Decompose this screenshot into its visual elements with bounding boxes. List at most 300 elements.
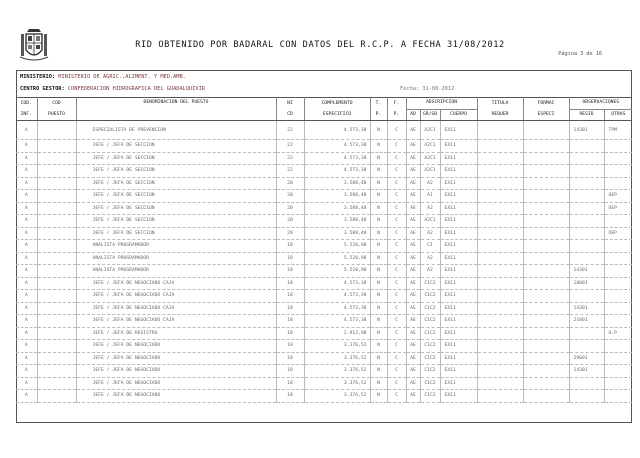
cell-resid (569, 140, 604, 153)
cell-nivel: 22 (276, 165, 304, 178)
cell-empty (37, 165, 76, 178)
header-formac-2: ESPECI (523, 109, 569, 121)
ministerio-label: MINISTERIO: (20, 74, 56, 80)
cell-otras (604, 252, 632, 265)
cell-cod-inf: A (16, 177, 37, 190)
cell-den: JEFE / JEFA DE REGISTRO (76, 327, 276, 340)
cell-den: JEFE / JEFA DE NEGOCIADO CAJA (76, 277, 276, 290)
cell-ad: AE (406, 390, 420, 403)
cell-empty (477, 390, 523, 403)
cell-resid (569, 215, 604, 228)
cell-empty (477, 190, 523, 203)
table-row (16, 227, 632, 240)
cell-resid (569, 340, 604, 353)
cell-fp: C (387, 365, 406, 378)
cell-cuerpo: EX11 (440, 340, 477, 353)
cell-cuerpo: EX11 (440, 202, 477, 215)
cell-empty (477, 365, 523, 378)
cell-ad: AE (406, 327, 420, 340)
cell-otras: OEP (604, 190, 632, 203)
table-body (16, 121, 632, 403)
cell-complemento: 5.520,90 (304, 240, 370, 253)
cell-resid: 14301 (569, 265, 604, 278)
cell-complemento: 2.912,98 (304, 327, 370, 340)
table-row (16, 265, 632, 278)
cell-cod-inf: A (16, 227, 37, 240)
cell-nivel: 18 (276, 302, 304, 315)
cell-gr: C1C2 (420, 352, 440, 365)
cell-otras: A.P (604, 327, 632, 340)
cell-tp: N (370, 140, 387, 153)
cell-otras (604, 140, 632, 153)
cell-ad: AE (406, 340, 420, 353)
cell-cod-inf: A (16, 327, 37, 340)
cell-cuerpo: EX11 (440, 365, 477, 378)
cell-cod-inf: A (16, 165, 37, 178)
cell-cod-inf: A (16, 377, 37, 390)
cell-den: JEFE / JEFA DE NEGOCIADO CAJA (76, 290, 276, 303)
cell-tp: N (370, 327, 387, 340)
cell-cod-inf: A (16, 265, 37, 278)
header-ni: NI (276, 98, 304, 110)
cell-den: JEFE / JEFA DE SECCION (76, 227, 276, 240)
cell-empty (477, 290, 523, 303)
cell-den: JEFE / JEFA DE SECCION (76, 215, 276, 228)
cell-empty (523, 277, 569, 290)
cell-otras (604, 152, 632, 165)
cell-cod-inf: A (16, 190, 37, 203)
header-denominacion: DENOMINACION DEL PUESTO (76, 98, 276, 121)
cell-den: ESPECIALISTA DE PREVENCION (76, 121, 276, 140)
cell-gr: C1C2 (420, 390, 440, 403)
cell-fp: C (387, 340, 406, 353)
cell-empty (523, 327, 569, 340)
cell-resid (569, 177, 604, 190)
cell-empty (37, 315, 76, 328)
cell-fp: C (387, 240, 406, 253)
cell-cuerpo: EX11 (440, 190, 477, 203)
cell-fp: C (387, 177, 406, 190)
cell-fp: C (387, 265, 406, 278)
cell-resid (569, 240, 604, 253)
cell-nivel: 18 (276, 340, 304, 353)
cell-nivel: 18 (276, 390, 304, 403)
cell-empty (37, 327, 76, 340)
cell-empty (37, 290, 76, 303)
header-gr-sb: GR/SB (420, 109, 440, 121)
cell-otras: OEP (604, 227, 632, 240)
cell-nivel: 18 (276, 352, 304, 365)
cell-cod-inf: A (16, 365, 37, 378)
cell-cuerpo: EX11 (440, 240, 477, 253)
cell-empty (37, 277, 76, 290)
header-titula-2: REQUER (477, 109, 523, 121)
cell-gr: C1C2 (420, 315, 440, 328)
cell-complemento: 3.588,48 (304, 202, 370, 215)
cell-empty (523, 365, 569, 378)
cell-empty (37, 227, 76, 240)
page-number: Página 3 de 16 (558, 51, 602, 57)
cell-complemento: 4.573,38 (304, 290, 370, 303)
cell-cod-inf: A (16, 152, 37, 165)
cell-tp: N (370, 265, 387, 278)
cell-nivel: 20 (276, 215, 304, 228)
cell-empty (523, 165, 569, 178)
cell-empty (37, 215, 76, 228)
centro-label: CENTRO GESTOR: (20, 86, 65, 92)
cell-empty (477, 340, 523, 353)
cell-empty (37, 121, 76, 140)
cell-complemento: 3.588,48 (304, 227, 370, 240)
cell-empty (523, 177, 569, 190)
cell-resid: 21001 (569, 315, 604, 328)
cell-ad: AE (406, 202, 420, 215)
cell-nivel: 18 (276, 365, 304, 378)
table-row (16, 177, 632, 190)
cell-cod-inf: A (16, 202, 37, 215)
cell-otras: OEP (604, 202, 632, 215)
cell-empty (37, 152, 76, 165)
cell-den: JEFE / JEFA DE SECCION (76, 202, 276, 215)
header-formac: FORMAC (523, 98, 569, 110)
cell-den: JEFE / JEFA DE NEGOCIADO (76, 340, 276, 353)
cell-complemento: 4.573,38 (304, 315, 370, 328)
cell-nivel: 18 (276, 377, 304, 390)
positions-table (16, 97, 632, 403)
cell-cod-inf: A (16, 340, 37, 353)
cell-den: JEFE / JEFA DE NEGOCIADO (76, 365, 276, 378)
cell-otras (604, 390, 632, 403)
cell-complemento: 5.520,90 (304, 252, 370, 265)
cell-empty (523, 152, 569, 165)
cell-otras (604, 277, 632, 290)
cell-tp: N (370, 227, 387, 240)
cell-cuerpo: EX11 (440, 315, 477, 328)
cell-cod-inf: A (16, 140, 37, 153)
cell-cuerpo: EX11 (440, 265, 477, 278)
cell-fp: C (387, 277, 406, 290)
header-observaciones: OBSERVACIONES (569, 98, 632, 110)
cell-nivel: 18 (276, 277, 304, 290)
header-cuerpo: CUERPO (440, 109, 477, 121)
cell-empty (37, 265, 76, 278)
cell-empty (37, 377, 76, 390)
cell-ad: AE (406, 165, 420, 178)
table-row (16, 377, 632, 390)
cell-tp: N (370, 365, 387, 378)
cell-fp: C (387, 140, 406, 153)
header-ni-2: CD (276, 109, 304, 121)
cell-fp: C (387, 352, 406, 365)
cell-den: ANALISTA PROGRAMADOR (76, 265, 276, 278)
cell-otras (604, 365, 632, 378)
table-row (16, 365, 632, 378)
cell-cod-inf: A (16, 302, 37, 315)
centro-line (20, 86, 205, 92)
cell-resid (569, 190, 604, 203)
cell-fp: C (387, 377, 406, 390)
cell-otras (604, 240, 632, 253)
cell-gr: A2 (420, 177, 440, 190)
cell-cuerpo: EX11 (440, 215, 477, 228)
cell-cuerpo: EX11 (440, 177, 477, 190)
cell-otras (604, 352, 632, 365)
cell-complemento: 3.588,48 (304, 190, 370, 203)
cell-tp: N (370, 190, 387, 203)
cell-gr: C1C2 (420, 377, 440, 390)
cell-complemento: 4.573,38 (304, 121, 370, 140)
cell-cod-inf: A (16, 121, 37, 140)
header-tp: T. (370, 98, 387, 110)
cell-resid: 14301 (569, 302, 604, 315)
table-row (16, 290, 632, 303)
cell-empty (477, 240, 523, 253)
cell-gr: A2 (420, 202, 440, 215)
cell-otras (604, 302, 632, 315)
cell-empty (523, 240, 569, 253)
cell-empty (523, 202, 569, 215)
cell-fp: C (387, 165, 406, 178)
cell-nivel: 18 (276, 265, 304, 278)
report-title: RID OBTENIDO POR BADARAL CON DATOS DEL R.C.P. A FECHA 31/08/2012 (135, 40, 505, 50)
cell-den: JEFE / JEFA DE NEGOCIADO CAJA (76, 302, 276, 315)
cell-cuerpo: EX11 (440, 252, 477, 265)
header-cod-inf: COD. (16, 98, 37, 110)
cell-gr: A2C1 (420, 121, 440, 140)
cell-nivel: 20 (276, 177, 304, 190)
cell-resid (569, 152, 604, 165)
cell-cod-inf: A (16, 252, 37, 265)
cell-ad: AE (406, 290, 420, 303)
cell-gr: A2C1 (420, 140, 440, 153)
cell-empty (477, 302, 523, 315)
cell-empty (523, 390, 569, 403)
cell-empty (523, 352, 569, 365)
cell-empty (523, 290, 569, 303)
table-row (16, 215, 632, 228)
table-row (16, 140, 632, 153)
cell-empty (523, 252, 569, 265)
cell-complemento: 3.376,52 (304, 390, 370, 403)
cell-complemento: 3.588,48 (304, 177, 370, 190)
table-row (16, 152, 632, 165)
cell-ad: AE (406, 177, 420, 190)
cell-cuerpo: EX11 (440, 121, 477, 140)
header-tp-2: P. (370, 109, 387, 121)
cell-ad: AE (406, 227, 420, 240)
cell-complemento: 3.376,52 (304, 352, 370, 365)
header-otras: OTRAS (604, 109, 632, 121)
table-row (16, 202, 632, 215)
report-date: Fecha: 31-08-2012 (400, 86, 455, 92)
cell-empty (37, 302, 76, 315)
table-row (16, 165, 632, 178)
cell-fp: C (387, 121, 406, 140)
cell-otras (604, 340, 632, 353)
cell-empty (477, 152, 523, 165)
cell-fp: C (387, 315, 406, 328)
cell-gr: C1C2 (420, 365, 440, 378)
cell-gr: A2C1 (420, 215, 440, 228)
cell-cuerpo: EX11 (440, 390, 477, 403)
cell-cod-inf: A (16, 277, 37, 290)
cell-ad: AE (406, 121, 420, 140)
cell-gr: A2C1 (420, 165, 440, 178)
cell-cod-inf: A (16, 352, 37, 365)
cell-den: ANALISTA PROGRAMADOR (76, 240, 276, 253)
cell-empty (37, 240, 76, 253)
cell-resid (569, 390, 604, 403)
cell-empty (477, 265, 523, 278)
header-fp-2: P. (387, 109, 406, 121)
cell-gr: C1C2 (420, 327, 440, 340)
cell-resid (569, 165, 604, 178)
cell-fp: C (387, 215, 406, 228)
cell-nivel: 18 (276, 290, 304, 303)
cell-empty (477, 315, 523, 328)
cell-empty (523, 302, 569, 315)
cell-otras (604, 165, 632, 178)
cell-resid: 29001 (569, 352, 604, 365)
cell-ad: AE (406, 365, 420, 378)
cell-empty (523, 265, 569, 278)
cell-empty (523, 315, 569, 328)
centro-value: CONFEDERACION HIDROGRAFICA DEL GUADALQUIVIR (67, 86, 205, 92)
cell-empty (477, 327, 523, 340)
cell-otras (604, 177, 632, 190)
cell-empty (37, 252, 76, 265)
cell-cuerpo: EX11 (440, 377, 477, 390)
cell-nivel: 18 (276, 240, 304, 253)
cell-complemento: 5.520,90 (304, 265, 370, 278)
cell-cuerpo: EX11 (440, 165, 477, 178)
cell-den: JEFE / JEFA DE SECCION (76, 177, 276, 190)
cell-den: JEFE / JEFA DE NEGOCIADO (76, 377, 276, 390)
cell-resid (569, 227, 604, 240)
cell-gr: C1C2 (420, 340, 440, 353)
cell-den: JEFE / JEFA DE SECCION (76, 152, 276, 165)
cell-gr: A2 (420, 265, 440, 278)
cell-tp: N (370, 315, 387, 328)
cell-otras: TPM (604, 121, 632, 140)
header-complemento-2: ESPECIFICO (304, 109, 370, 121)
header-cod-puesto: COD (37, 98, 76, 110)
table-row (16, 240, 632, 253)
cell-ad: AE (406, 277, 420, 290)
cell-fp: C (387, 327, 406, 340)
cell-empty (37, 202, 76, 215)
cell-gr: A1 (420, 190, 440, 203)
cell-tp: N (370, 390, 387, 403)
cell-cod-inf: A (16, 315, 37, 328)
cell-cuerpo: EX11 (440, 152, 477, 165)
cell-den: JEFE / JEFA DE NEGOCIADO (76, 390, 276, 403)
table-row (16, 315, 632, 328)
cell-empty (37, 340, 76, 353)
cell-nivel: 20 (276, 190, 304, 203)
cell-gr: C1C2 (420, 302, 440, 315)
cell-ad: AE (406, 252, 420, 265)
cell-resid (569, 252, 604, 265)
cell-otras (604, 377, 632, 390)
table-row (16, 302, 632, 315)
cell-tp: N (370, 240, 387, 253)
cell-tp: N (370, 121, 387, 140)
cell-cod-inf: A (16, 290, 37, 303)
cell-nivel: 18 (276, 327, 304, 340)
cell-fp: C (387, 302, 406, 315)
cell-fp: C (387, 390, 406, 403)
cell-ad: AE (406, 315, 420, 328)
cell-ad: AE (406, 140, 420, 153)
cell-empty (477, 227, 523, 240)
cell-empty (523, 190, 569, 203)
cell-tp: N (370, 215, 387, 228)
cell-nivel: 18 (276, 315, 304, 328)
cell-ad: AE (406, 352, 420, 365)
cell-resid: 14301 (569, 121, 604, 140)
cell-nivel: 18 (276, 252, 304, 265)
table-row (16, 277, 632, 290)
cell-empty (523, 227, 569, 240)
header-ad: AD (406, 109, 420, 121)
cell-tp: N (370, 152, 387, 165)
cell-ad: AE (406, 302, 420, 315)
cell-den: JEFE / JEFA DE SECCION (76, 140, 276, 153)
table-row (16, 352, 632, 365)
cell-gr: C1 (420, 240, 440, 253)
cell-cuerpo: EX11 (440, 290, 477, 303)
ministerio-value: MINISTERIO DE AGRIC.,ALIMENT. Y MED.AMB. (58, 74, 186, 80)
cell-nivel: 22 (276, 140, 304, 153)
table-row (16, 252, 632, 265)
cell-otras (604, 290, 632, 303)
cell-empty (37, 190, 76, 203)
cell-empty (477, 352, 523, 365)
cell-otras (604, 215, 632, 228)
header-resid: RESID (569, 109, 604, 121)
cell-den: ANALISTA PROGRAMADOR (76, 252, 276, 265)
cell-cod-inf: A (16, 390, 37, 403)
cell-complemento: 4.573,38 (304, 140, 370, 153)
cell-empty (523, 121, 569, 140)
cell-empty (37, 177, 76, 190)
cell-empty (477, 177, 523, 190)
cell-gr: C1C2 (420, 290, 440, 303)
cell-nivel: 22 (276, 152, 304, 165)
cell-den: JEFE / JEFA DE SECCION (76, 190, 276, 203)
table-row (16, 190, 632, 203)
table-row (16, 327, 632, 340)
cell-complemento: 4.573,38 (304, 152, 370, 165)
table-row (16, 340, 632, 353)
cell-resid: 14301 (569, 365, 604, 378)
cell-tp: N (370, 177, 387, 190)
cell-empty (477, 121, 523, 140)
cell-empty (477, 202, 523, 215)
header-fp: F. (387, 98, 406, 110)
cell-gr: A2 (420, 252, 440, 265)
cell-cod-inf: A (16, 215, 37, 228)
cell-fp: C (387, 152, 406, 165)
cell-empty (37, 352, 76, 365)
cell-fp: C (387, 252, 406, 265)
cell-fp: C (387, 202, 406, 215)
cell-resid (569, 202, 604, 215)
cell-empty (523, 140, 569, 153)
cell-complemento: 4.573,38 (304, 277, 370, 290)
cell-cuerpo: EX11 (440, 352, 477, 365)
